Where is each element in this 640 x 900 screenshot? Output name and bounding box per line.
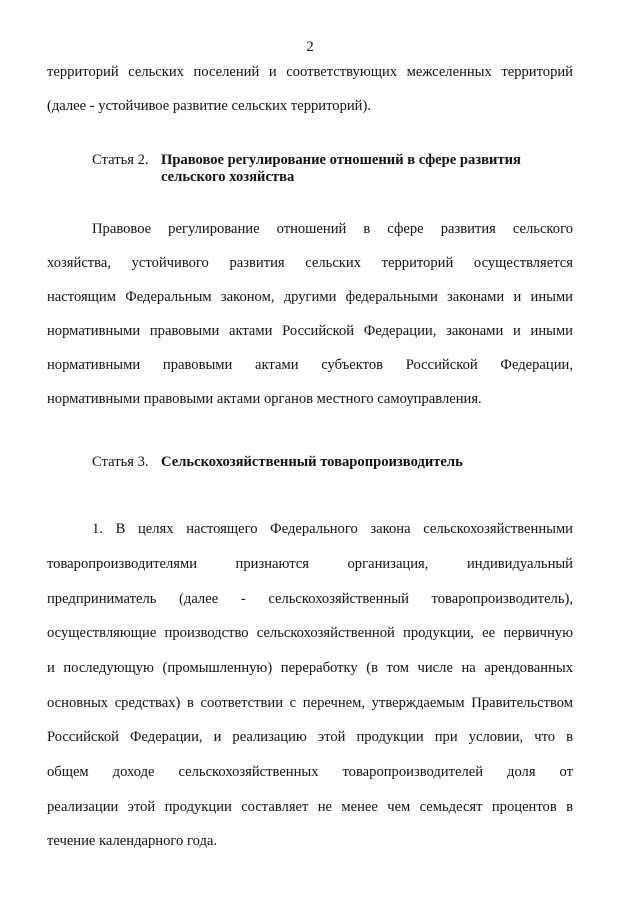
text-line: 1. В целях настоящего Федерального закона сельскохозяйственными [92,521,573,537]
text-line: нормативными правовыми актами субъектов Российской Федерации, [47,357,573,373]
text-line: товаропроизводителями признаются организация, индивидуальный [47,556,573,572]
article-3-heading [92,453,463,471]
text-line: (далее - устойчивое развитие сельских территорий). [47,98,372,114]
text-line: хозяйства, устойчивого развития сельских территорий осуществляется [47,255,573,271]
text-line: реализации этой продукции составляет не менее чем семьдесят процентов в [47,799,573,815]
text-line: настоящим Федеральным законом, другими федеральными законами и иными [47,289,573,305]
text-line: Правовое регулирование отношений в сфере развития сельского [92,221,573,237]
text-line: предприниматель (далее - сельскохозяйственный товаропроизводитель), [47,591,573,607]
article-3-title: Сельскохозяйственный товаропроизводитель [161,454,463,470]
text-line: нормативными правовыми актами органов местного самоуправления. [47,391,482,407]
text-line: общем доходе сельскохозяйственных товаропроизводителей доля от [47,764,573,780]
article-2-heading [92,151,521,169]
text-line: и последующую (промышленную) переработку (в том числе на арендованных [47,660,573,676]
text-line: территорий сельских поселений и соответствующих межселенных территорий [47,64,573,80]
text-line: Российской Федерации, и реализацию этой продукции при условии, что в [47,729,573,745]
article-3-number: Статья 3. [92,454,149,470]
text-line: нормативными правовыми актами Российской Федерации, законами и иными [47,323,573,339]
text-line: течение календарного года. [47,833,218,849]
text-line: осуществляющие производство сельскохозяйственной продукции, ее первичную [47,625,573,641]
text-line: основных средствах) в соответствии с перечнем, утверждаемым Правительством [47,695,573,711]
article-2-number: Статья 2. [92,152,149,168]
article-2-title: Правовое регулирование отношений в сфере развития [161,152,521,168]
page-number: 2 [306,39,314,55]
article-2-title-cont: сельского хозяйства [161,169,295,185]
